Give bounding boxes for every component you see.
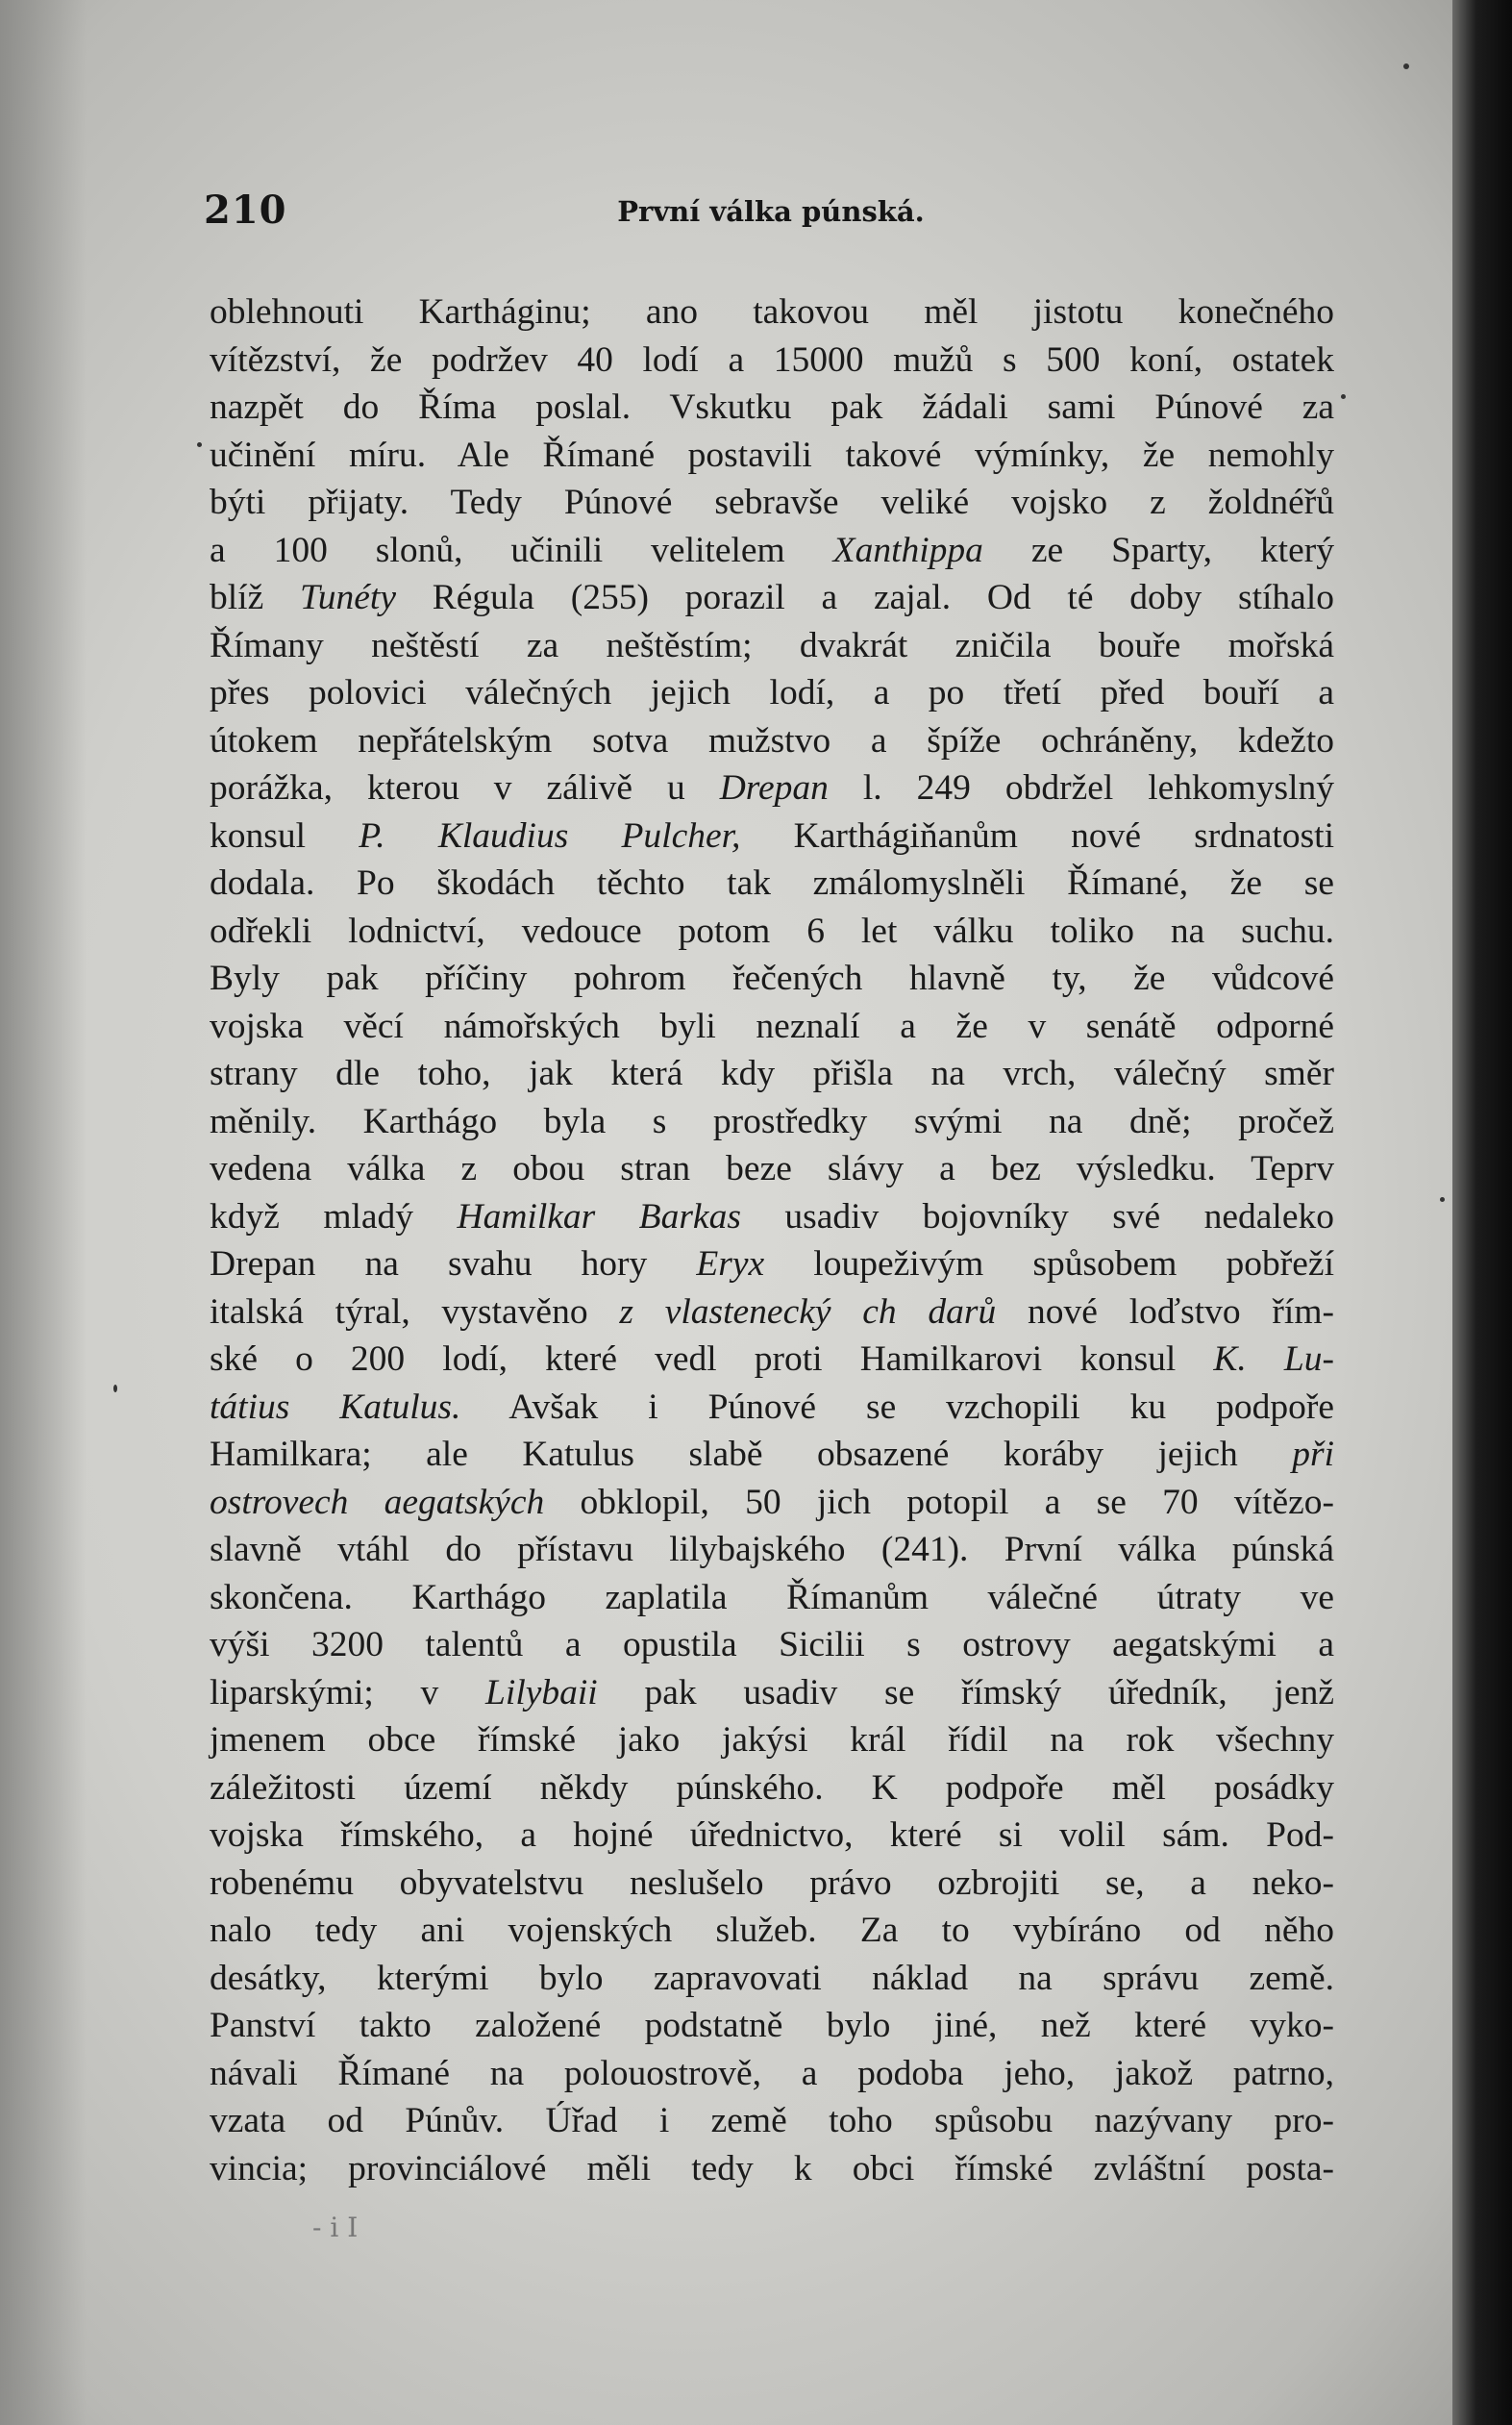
speck	[1341, 394, 1346, 399]
italic-segment: Eryx	[696, 1244, 765, 1284]
text-line	[210, 1574, 1334, 1622]
text-line	[210, 432, 1334, 480]
text-line	[210, 908, 1334, 956]
text-segment: slavně vtáhl do přístavu lilybajského (241). První válka púnská	[210, 1530, 1334, 1569]
text-segment: výši 3200 talentů a opustila Sicilii s ostrovy aegatskými a	[210, 1625, 1334, 1664]
text-segment: záležitosti území někdy púnského. K podpoře měl posádky	[210, 1767, 1334, 1808]
text-segment: vzata od Púnův. Úřad i země toho spůsobu nazývany pro-	[210, 2101, 1334, 2140]
text-segment: pak usadiv se římský úředník, jenž	[597, 1672, 1334, 1712]
text-line	[210, 1526, 1334, 1574]
text-line	[210, 622, 1334, 670]
text-line	[210, 2002, 1334, 2050]
text-segment: l. 249 obdržel lehkomyslný	[828, 768, 1334, 808]
text-line	[210, 1431, 1334, 1479]
text-line	[210, 764, 1334, 812]
text-segment: robenému obyvatelstvu neslušelo právo ozbrojiti se, a neko-	[210, 1862, 1334, 1903]
text-segment: Drepan na svahu hory	[210, 1244, 697, 1284]
text-segment: obklopil, 50 jich potopil a se 70 vítězo-	[544, 1482, 1334, 1522]
page-edge-shadow	[1452, 0, 1512, 2425]
italic-segment: Tunéty	[299, 578, 396, 617]
text-segment: Byly pak příčiny pohrom řečených hlavně ty, že vůdcové	[210, 959, 1334, 998]
text-line	[210, 1050, 1334, 1098]
text-line	[210, 955, 1334, 1003]
italic-segment: Lilybaii	[485, 1672, 598, 1712]
text-segment: vojska římského, a hojné úřednictvo, které si volil sám. Pod-	[210, 1815, 1334, 1855]
text-segment: nové loďstvo řím-	[996, 1291, 1334, 1332]
text-segment: jmenem obce římské jako jakýsi král řídil na rok všechny	[210, 1720, 1334, 1760]
text-segment: nazpět do Říma poslal. Vskutku pak žádali sami Púnové za	[210, 388, 1334, 427]
speck	[113, 1385, 117, 1392]
text-segment: vedena válka z obou stran beze slávy a bez výsledku. Teprv	[210, 1149, 1334, 1188]
text-segment: oblehnouti Kartháginu; ano takovou měl jistotu konečného	[210, 292, 1334, 332]
italic-segment: tátius Katulus.	[210, 1387, 461, 1427]
text-line	[210, 717, 1334, 765]
text-segment: Karthágiňanům nové srdnatosti	[740, 815, 1335, 856]
running-title: První válka púnská.	[617, 195, 925, 228]
text-segment: ské o 200 lodí, které vedl proti Hamilkarovi konsul	[210, 1339, 1214, 1379]
text-segment: návali Římané na polouostrově, a podoba jeho, jakož patrno,	[210, 2053, 1334, 2093]
text-line	[210, 1621, 1334, 1669]
text-line	[210, 669, 1334, 717]
text-line	[210, 1098, 1334, 1146]
text-segment: usadiv bojovníky své nedaleko	[740, 1196, 1334, 1237]
text-line	[210, 384, 1334, 432]
text-line	[210, 1716, 1334, 1764]
italic-segment: z vlastenecký ch darů	[619, 1291, 997, 1332]
text-line	[210, 2050, 1334, 2098]
text-line	[210, 1193, 1334, 1241]
text-segment: porážka, kterou v zálivě u	[210, 768, 720, 808]
text-line	[210, 1764, 1334, 1812]
text-segment: přes polovici válečných jejich lodí, a po třetí před bouří a	[210, 673, 1334, 712]
text-line	[210, 1812, 1334, 1860]
speck	[197, 442, 202, 447]
text-line	[210, 812, 1334, 861]
text-line	[210, 1955, 1334, 2003]
text-segment: italská týral, vystavěno	[210, 1291, 620, 1332]
text-segment: blíž	[210, 578, 300, 617]
text-line	[210, 2145, 1334, 2193]
text-segment: když mladý	[210, 1196, 458, 1237]
text-line	[210, 1145, 1334, 1193]
text-segment: Římany neštěstí za neštěstím; dvakrát zničila bouře mořská	[210, 625, 1334, 665]
italic-segment: při	[1292, 1435, 1334, 1474]
text-segment: liparskými; v	[210, 1672, 486, 1712]
text-segment: vojska věcí námořských byli neznalí a že v senátě odporné	[210, 1006, 1334, 1046]
text-segment: Avšak i Púnové se vzchopili ku podpoře	[460, 1387, 1334, 1427]
italic-segment: Drepan	[719, 768, 829, 808]
italic-segment: Hamilkar Barkas	[457, 1196, 741, 1237]
speck	[1440, 1197, 1445, 1202]
text-line	[210, 1288, 1334, 1337]
text-line	[210, 860, 1334, 908]
italic-segment: P. Klaudius Pulcher,	[359, 815, 741, 856]
text-segment: býti přijaty. Tedy Púnové sebravše veliké vojsko z žoldnéřů	[210, 483, 1334, 522]
text-line	[210, 527, 1334, 575]
text-line	[210, 1860, 1334, 1908]
text-line	[210, 1336, 1334, 1384]
text-line	[210, 1907, 1334, 1955]
text-line	[210, 337, 1334, 385]
text-segment: odřekli lodnictví, vedouce potom 6 let válku toliko na suchu.	[210, 911, 1334, 951]
text-segment: učinění míru. Ale Římané postavili takové výmínky, že nemohly	[210, 435, 1334, 475]
text-segment: desátky, kterými bylo zapravovati náklad na správu země.	[210, 1958, 1334, 1998]
text-segment: dodala. Po škodách těchto tak zmálomyslněli Římané, že se	[210, 863, 1334, 903]
italic-segment: Xanthippa	[832, 530, 983, 570]
text-segment: vítězství, že podržev 40 lodí a 15000 mužů s 500 koní, ostatek	[210, 339, 1334, 380]
speck	[1403, 63, 1409, 69]
text-segment: vincia; provinciálové měli tedy k obci římské zvláštní posta-	[210, 2148, 1334, 2188]
page-header	[204, 188, 1338, 245]
text-segment: Panství takto založené podstatně bylo jiné, než které vyko-	[210, 2006, 1334, 2045]
page-gutter-shadow	[0, 0, 87, 2425]
page-number: 210	[204, 188, 287, 233]
italic-segment: K. Lu-	[1213, 1339, 1334, 1379]
text-line	[210, 1669, 1334, 1717]
text-segment: Régula (255) porazil a zajal. Od té doby stíhalo	[395, 578, 1334, 617]
text-line	[210, 2097, 1334, 2145]
text-segment: strany dle toho, jak která kdy přišla na vrch, válečný směr	[210, 1054, 1334, 1093]
text-line	[210, 288, 1334, 337]
text-segment: ze Sparty, který	[982, 530, 1334, 570]
text-line	[210, 1384, 1334, 1432]
text-line	[210, 479, 1334, 527]
text-segment: Hamilkara; ale Katulus slabě obsazené koráby jejich	[210, 1435, 1293, 1474]
bottom-marks: - i I	[312, 2212, 359, 2243]
text-segment: útokem nepřátelským sotva mužstvo a špíže ochráněny, kdežto	[210, 720, 1334, 761]
body-text	[210, 288, 1334, 2192]
text-line	[210, 1479, 1334, 1527]
text-segment: skončena. Karthágo zaplatila Římanům válečné útraty ve	[210, 1577, 1334, 1617]
text-segment: konsul	[210, 815, 359, 856]
italic-segment: ostrovech aegatských	[210, 1482, 545, 1522]
text-segment: měnily. Karthágo byla s prostředky svými na dně; pročež	[210, 1101, 1334, 1141]
text-line	[210, 574, 1334, 622]
text-segment: a 100 slonů, učinili velitelem	[210, 530, 833, 570]
text-segment: nalo tedy ani vojenských služeb. Za to vybíráno od něho	[210, 1911, 1334, 1950]
text-line	[210, 1003, 1334, 1051]
text-line	[210, 1240, 1334, 1288]
text-segment: loupeživým spůsobem pobřeží	[764, 1244, 1334, 1284]
